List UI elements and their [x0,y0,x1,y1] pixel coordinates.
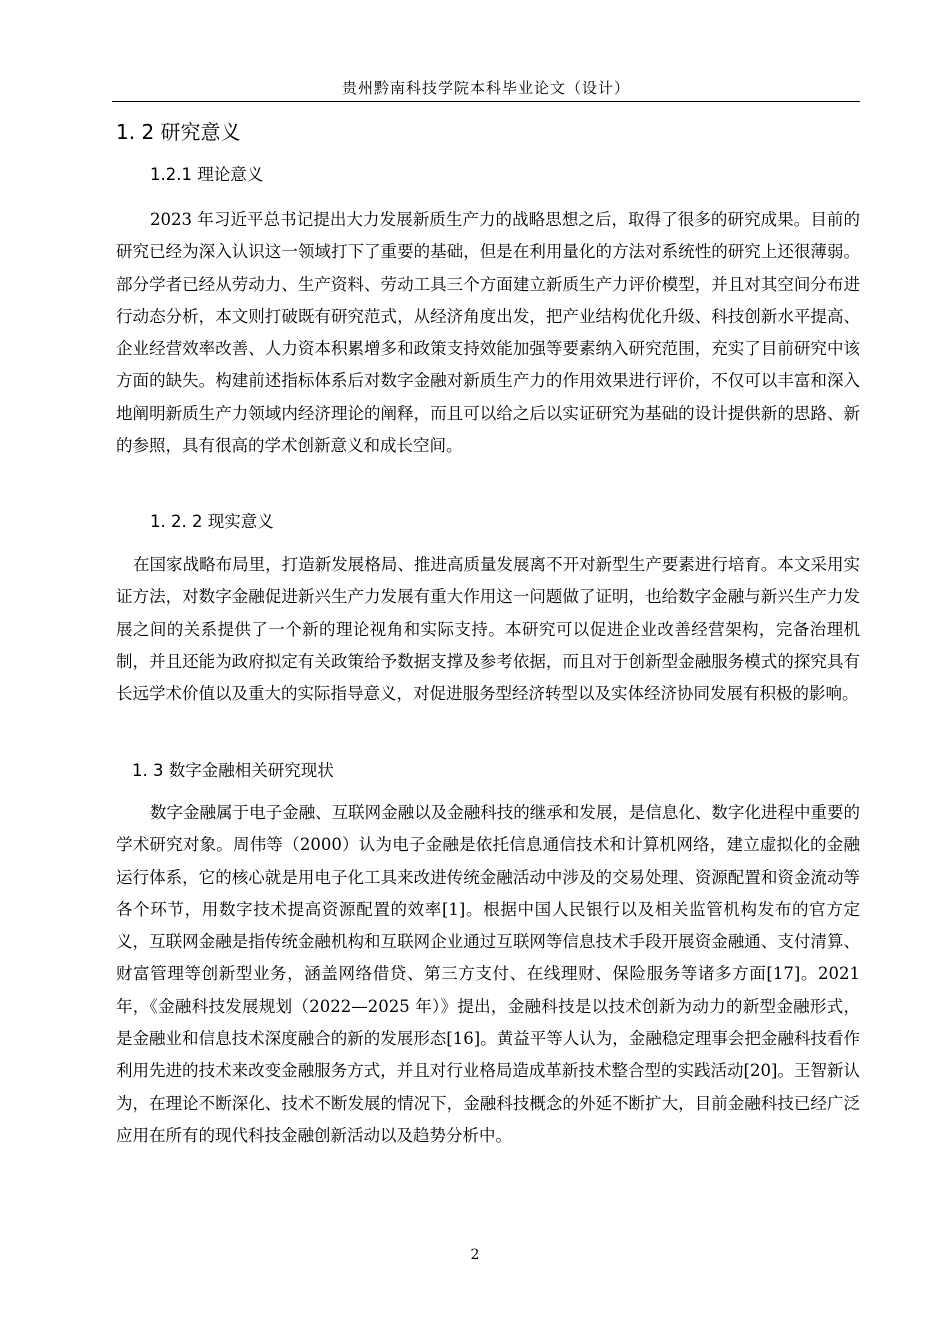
paragraph-digital-finance-research: 数字金融属于电子金融、互联网金融以及金融科技的继承和发展，是信息化、数字化进程中重要的学术研究对象。周伟等（2000）认为电子金融是依托信息通信技术和计算机网络，建立虚拟化的金融运行体系，它的核心就是用电子化工具来改进传统金融活动中涉及的交易处理、资源配置和资金流动等各个环节，用数字技术提高资源配置的效率[1]。根据中国人民银行以及相关监管机构发布的官方定义，互联网金融是指传统金融机构和互联网企业通过互联网等信息技术手段开展资金融通、支付清算、财富管理等创新型业务，涵盖网络借贷、第三方支付、在线理财、保险服务等诸多方面[17]。2021 年，《金融科技发展规划（2022—2025 年）》提出，金融科技是以技术创新为动力的新型金融形式，是金融业和信息技术深度融合的新的发展形态[16]。黄益平等人认为，金融稳定理事会把金融科技看作利用先进的技术来改变金融服务方式，并且对行业格局造成革新技术整合型的实践活动[20]。王智新认为，在理论不断深化、技术不断发展的情况下，金融科技概念的外延不断扩大，目前金融科技已经广泛应用在所有的现代科技金融创新活动以及趋势分析中。 [116,803,860,1145]
section-heading-1-2: 1. 2 研究意义 [116,120,241,144]
page-header-title: 贵州黔南科技学院本科毕业论文（设计） [341,79,630,97]
section-heading-1-2-2: 1. 2. 2 现实意义 [150,512,274,531]
paragraph-theoretical-significance: 2023 年习近平总书记提出大力发展新质生产力的战略思想之后，取得了很多的研究成果。目前的研究已经为深入认识这一领域打下了重要的基础，但是在利用量化的方法对系统性的研究上还很薄弱。部分学者已经从劳动力、生产资料、劳动工具三个方面建立新质生产力评价模型，并且对其空间分布进行动态分析，本文则打破既有研究范式，从经济角度出发，把产业结构优化升级、科技创新水平提高、企业经营效率改善、人力资本积累增多和政策支持效能加强等要素纳入研究范围，充实了目前研究中该方面的缺失。构建前述指标体系后对数字金融对新质生产力的作用效果进行评价，不仅可以丰富和深入地阐明新质生产力领域内经济理论的阐释，而且可以给之后以实证研究为基础的设计提供新的思路、新的参照，具有很高的学术创新意义和成长空间。 [116,210,860,456]
page-number: 2 [470,1247,480,1263]
header-rule [112,101,860,102]
paragraph-practical-significance: 在国家战略布局里，打造新发展格局、推进高质量发展离不开对新型生产要素进行培育。本文采用实证方法，对数字金融促进新兴生产力发展有重大作用这一问题做了证明，也给数字金融与新兴生产力发展之间的关系提供了一个新的理论视角和实际支持。本研究可以促进企业改善经营架构，完备治理机制，并且还能为政府拟定有关政策给予数据支撑及参考依据，而且对于创新型金融服务模式的探究具有长远学术价值以及重大的实际指导意义，对促进服务型经济转型以及实体经济协同发展有积极的影响。 [116,555,860,704]
section-heading-1-3: 1. 3 数字金融相关研究现状 [132,761,334,780]
section-heading-1-2-1: 1.2.1 理论意义 [150,165,264,184]
